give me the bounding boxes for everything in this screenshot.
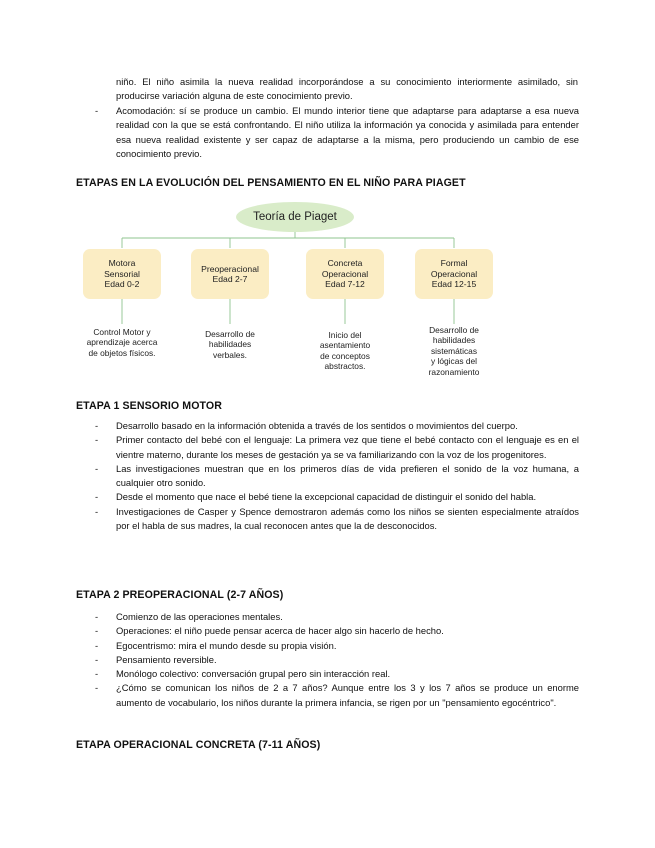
stage-node-concrete xyxy=(306,249,384,299)
section-heading-etapa3: ETAPA OPERACIONAL CONCRETA (7-11 AÑOS) xyxy=(76,739,321,751)
etapa2-bullet-list xyxy=(95,610,579,710)
stage-description: Desarrollo de habilidades verbales. xyxy=(205,329,255,360)
stage-label: Motora Sensorial Edad 0-2 xyxy=(104,258,140,290)
list-item: - Desde el momento que nace el bebé tiene la excepcional capacidad de distinguir el sonido del habla. xyxy=(95,490,579,504)
list-item: - Operaciones: el niño puede pensar acerca de hacer algo sin hacerlo de hecho. xyxy=(95,624,579,638)
stage-description: Control Motor y aprendizaje acerca de objetos físicos. xyxy=(86,327,158,358)
stage-description: Desarrollo de habilidades sistemáticas y lógicas del razonamiento xyxy=(428,325,480,377)
stage-node-formal xyxy=(415,249,493,299)
etapa1-bullet-list xyxy=(95,419,579,533)
stage-label: Preoperacional Edad 2-7 xyxy=(201,263,259,284)
section-heading-stages: ETAPAS EN LA EVOLUCIÓN DEL PENSAMIENTO EN EL NIÑO PARA PIAGET xyxy=(76,177,466,189)
stage-node-sensorimotor xyxy=(83,249,161,299)
diagram-root-label: Teoría de Piaget xyxy=(253,211,337,223)
stage-label: Concreta Operacional Edad 7-12 xyxy=(321,258,369,290)
list-item: - Desarrollo basado en la información obtenida a través de los sentidos o movimientos del cuerpo. xyxy=(95,419,579,433)
intro-continuation: niño. El niño asimila la nueva realidad incorporándose a su conocimiento interiormente asimilado, sin producirse variación alguna de este conocimiento previo. xyxy=(116,76,578,102)
list-item: - Acomodación: sí se produce un cambio. El mundo interior tiene que adaptarse para adaptarse a esa nueva realidad con la que se está confrontando. El niño utiliza la información ya conocida y asimilada para entender esa nueva realidad existente y ser capaz de adaptarse a la misma, pero produciendo un cambio de ese conocimiento previo. xyxy=(95,104,579,161)
list-item: - Primer contacto del bebé con el lenguaje: La primera vez que tiene el bebé contacto con el lenguaje es en el vientre materno, durante los meses de gestación ya se va familiarizando con la voz de los progenitores. xyxy=(95,433,579,462)
piaget-diagram xyxy=(80,196,580,388)
list-item: - Las investigaciones muestran que en los primeros días de vida prefieren el sonido de la voz humana, a cualquier otro sonido. xyxy=(95,462,579,491)
list-item: - Comienzo de las operaciones mentales. xyxy=(95,610,579,624)
list-item: - Investigaciones de Casper y Spence demostraron además como los niños se sienten especialmente atraídos por el habla de sus madres, la cual reconocen antes que la de desconocidos. xyxy=(95,505,579,534)
section-heading-etapa1: ETAPA 1 SENSORIO MOTOR xyxy=(76,400,223,412)
intro-bullet-list xyxy=(95,104,579,161)
list-item: - Egocentrismo: mira el mundo desde su propia visión. xyxy=(95,639,579,653)
section-heading-etapa2: ETAPA 2 PREOPERACIONAL (2-7 AÑOS) xyxy=(76,589,284,601)
stage-node-preoperational xyxy=(191,249,269,299)
diagram-root-node xyxy=(236,202,354,232)
stage-description: Inicio del asentamiento de conceptos abstractos. xyxy=(319,330,371,372)
list-item: - Monólogo colectivo: conversación grupal pero sin interacción real. xyxy=(95,667,579,681)
list-item: - Pensamiento reversible. xyxy=(95,653,579,667)
stage-label: Formal Operacional Edad 12-15 xyxy=(430,258,478,290)
list-item: - ¿Cómo se comunican los niños de 2 a 7 años? Aunque entre los 3 y los 7 años se produce un enorme aumento de vocabulario, los niños durante la primera infancia, se rigen por un "pensamiento egocéntrico". xyxy=(95,681,579,710)
